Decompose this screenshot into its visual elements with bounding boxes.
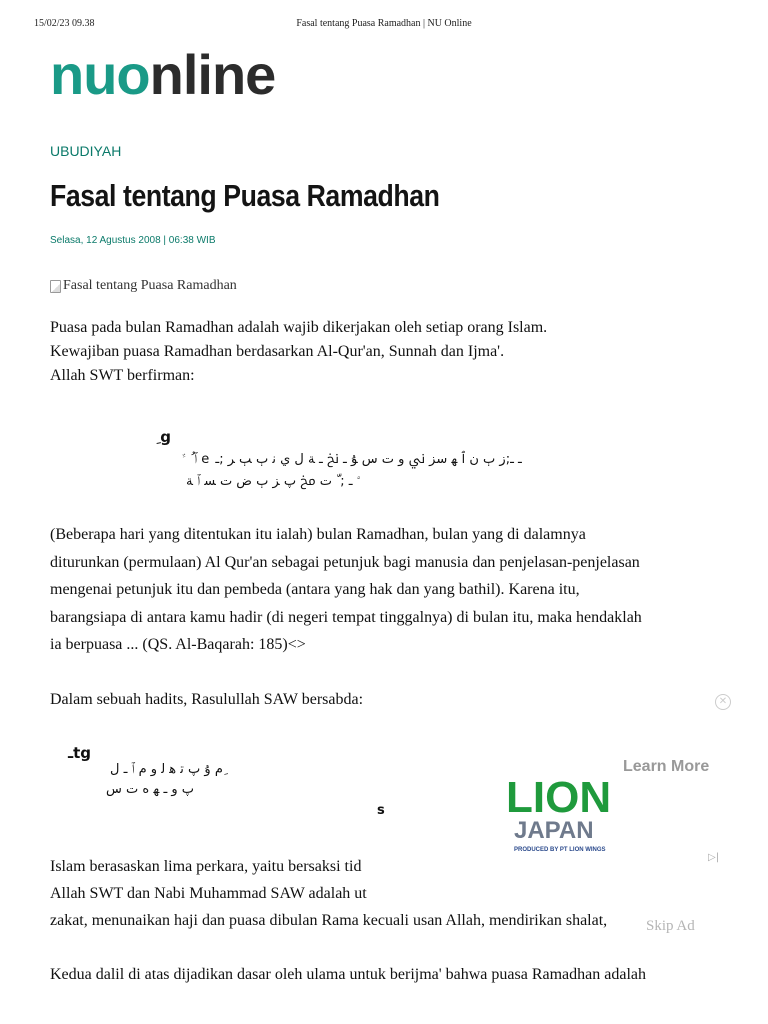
article-category[interactable]: UBUDIYAH <box>50 143 122 159</box>
translation-line: (Beberapa hari yang ditentukan itu ialah) bulan Ramadhan, bulan yang di dalamnya <box>50 526 586 543</box>
arabic-verse-line: ِ g <box>155 428 171 446</box>
ad-brand-text: LION <box>506 774 612 822</box>
article-title: Fasal tentang Puasa Ramadhan <box>50 178 440 213</box>
dalil-paragraph: Kedua dalil di atas dijadikan dasar oleh ulama untuk berijma' bahwa puasa Ramadhan adalah <box>50 966 647 983</box>
islam-line: Islam berasaskan lima perkara, yaitu bersaksi tid <box>50 858 362 875</box>
article-image-alt: Fasal tentang Puasa Ramadhan <box>63 278 237 293</box>
islam-paragraph-last-line: zakat, menunaikan haji dan puasa dibulan Rama kecuali usan Allah, mendirikan shalat, <box>50 912 608 929</box>
intro-line: Puasa pada bulan Ramadhan adalah wajib dikerjakan oleh setiap orang Islam. <box>50 319 548 336</box>
intro-line: Kewajiban puasa Ramadhan berdasarkan Al-Qur'an, Sunnah dan Ijma'. <box>50 343 505 360</box>
translation-line: mengenai petunjuk itu dan pembeda (antara yang hak dan yang bathil). Karena itu, <box>50 581 580 598</box>
arabic-verse-line: ﭐ ُ ﱢ e ـ ـ;ﺯ ﭒ ﻥ ﭐ ﻬ ﺳﺰ ﱐ ﻭ ﺕ ﺱ ﯘ ـ ﱍ ـ ﺔ ﻝ ﻱ ﻧ ﭒ ﭓ ﺮ ;ـ <box>182 452 522 467</box>
article-dateline: Selasa, 12 Agustus 2008 | 06:38 WIB <box>50 235 216 246</box>
translation-line: diturunkan (permulaan) Al Qur'an sebagai petunjuk bagi manusia dan penjelasan-penjelasan <box>50 553 640 571</box>
arabic-hadits-line: ﭖ ﻭ ـ ﻬ ﻩ ﺕ ﺱ <box>106 782 195 797</box>
ad-produced-by-text: PRODUCED BY PT LION WINGS <box>514 847 606 853</box>
ad-skip-icon[interactable]: ▷| <box>708 852 720 863</box>
print-page-title: Fasal tentang Puasa Ramadhan | NU Online <box>296 18 472 29</box>
islam-line: Allah SWT dan Nabi Muhammad SAW adalah ut <box>50 885 367 902</box>
article-intro <box>50 316 547 388</box>
ad-learn-more-link[interactable]: Learn More <box>623 758 710 775</box>
intro-line: Allah SWT berfirman: <box>50 367 195 384</box>
ad-close-icon[interactable]: ✕ <box>715 694 731 710</box>
arabic-verse-line: ﱠ ـ ; ّ ﺕ ﱇ ﭖ ﺰ ﭒ ﺽ ﺕ ﺴ ﭐ ﺔ <box>186 474 361 489</box>
logo-text: nuonline <box>50 48 276 106</box>
nu-online-logo[interactable] <box>50 48 310 118</box>
lion-japan-ad[interactable] <box>470 690 740 940</box>
print-timestamp: 15/02/23 09.38 <box>34 18 95 29</box>
broken-image-icon <box>50 280 61 293</box>
translation-line: barangsiapa di antara kamu hadir (di negeri tempat tinggalnya) di bulan itu, maka hendaklah <box>50 608 642 626</box>
arabic-hadits-line: ﻡ ﯗ ﭖ ﺗ ﻫ ﻟ ﻭ ﻡ ﭐ ـ ﻝ ِ <box>110 762 228 777</box>
verse-translation <box>50 521 720 659</box>
islam-paragraph <box>50 853 450 907</box>
arabic-hadits-line: ـtg <box>68 744 92 762</box>
translation-line: ia berpuasa ... (QS. Al-Baqarah: 185)<> <box>50 636 306 653</box>
print-header <box>34 18 734 32</box>
hadits-intro: Dalam sebuah hadits, Rasulullah SAW bersabda: <box>50 691 364 708</box>
arabic-hadits-line: s <box>377 803 385 818</box>
lion-japan-logo[interactable] <box>504 774 634 854</box>
article-image-placeholder <box>50 278 237 294</box>
ad-skip-button[interactable]: Skip Ad <box>646 918 695 934</box>
ad-brand-sub-text: JAPAN <box>514 817 594 844</box>
